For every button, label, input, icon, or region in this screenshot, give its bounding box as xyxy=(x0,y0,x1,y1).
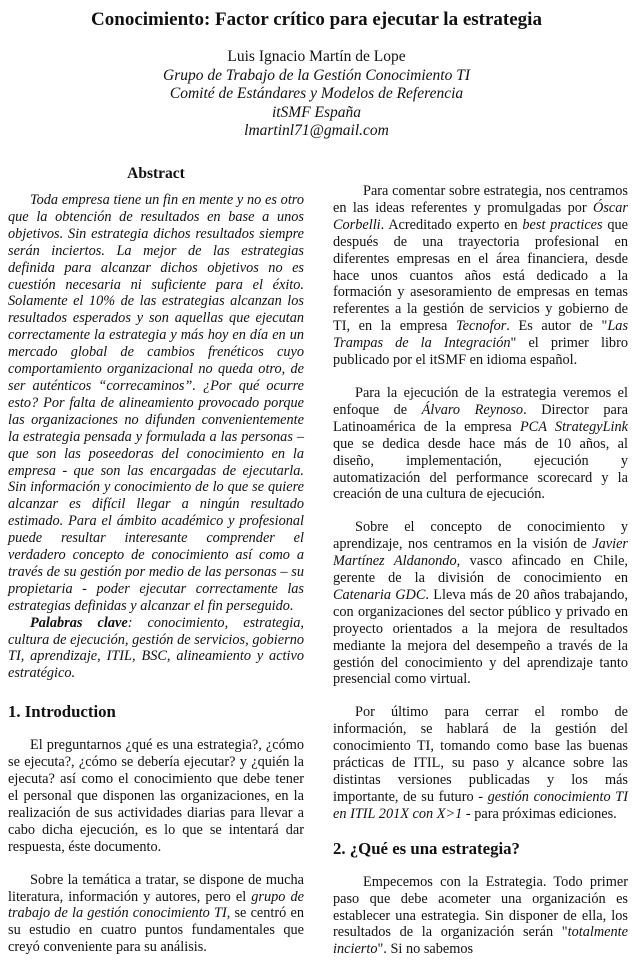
right-column xyxy=(333,183,628,974)
text-run: " el primer libro publicado por el itSMF en idioma español. xyxy=(333,335,628,369)
text-run: - para próximas ediciones. xyxy=(462,805,617,822)
author-block xyxy=(0,48,633,141)
emphasis: gestión conocimiento TI en ITIL 201X con X>1 xyxy=(333,788,628,822)
emphasis: PCA StrategyLink xyxy=(519,418,628,435)
text-run: ". Si no sabemos xyxy=(377,941,474,958)
text-run: Empecemos con la Estrategia. Todo primer paso que debe acometer una organización es establecer una estrategia. Sin disponer de ella, los resultados de la organización serán " xyxy=(333,873,628,941)
paper-title: Conocimiento: Factor crítico para ejecutar la estrategia xyxy=(91,9,542,30)
section-1-heading: 1. Introduction xyxy=(8,702,116,722)
emphasis: Tecnofor xyxy=(455,318,507,335)
text-run: que después de una trayectoria profesional en diferentes empresas en el área financiera, desde hace unos cuantos años está dedicado a la formación y asesoramiento de empresas en temas referentes a la gestión de servicios y gobierno de TI, en la empresa xyxy=(333,216,628,335)
text-run: . Acreditado experto en xyxy=(380,216,523,233)
abstract-heading: Abstract xyxy=(127,165,185,182)
author-name: Luis Ignacio Martín de Lope xyxy=(227,48,406,65)
emphasis: Las Trampas de la Integración xyxy=(333,318,629,352)
author-email: lmartinl71@gmail.com xyxy=(244,122,389,140)
intro-paragraph-2 xyxy=(8,872,304,957)
text-run: , se centró en su estudio en cuatro puntos fundamentales que creyó conveniente para su análisis. xyxy=(8,905,304,956)
emphasis: Álvaro Reynoso xyxy=(421,401,524,418)
text-run: Sobre el concepto de conocimiento y aprendizaje, nos centramos en la visión de xyxy=(333,519,628,553)
author-committee: Comité de Estándares y Modelos de Referencia xyxy=(169,85,464,103)
text-run: Sobre la temática a tratar, se dispone de mucha literatura, información y autores, pero el xyxy=(8,871,304,905)
intro-paragraph-3 xyxy=(333,183,628,369)
text-run: , vasco afincado en Chile, gerente de la división de conocimiento en xyxy=(333,553,628,587)
text-run: Por último para cerrar el rombo de información, se hablará de la gestión del conocimiento TI, tomando como base las buenas prácticas de ITIL, su paso y alcance sobre las distintas versiones publicadas y los más importante, de su futuro - xyxy=(333,704,628,805)
section-2-heading: 2. ¿Qué es una estrategia? xyxy=(333,838,520,858)
keywords-list: : conocimiento, estrategia, cultura de ejecución, gestión de servicios, gobierno TI, aprendizaje, ITIL, BSC, alineamiento y activo estratégico. xyxy=(8,614,304,682)
emphasis: Catenaria GDC xyxy=(333,586,426,603)
strategy-paragraph-1 xyxy=(333,874,628,959)
author-organization: itSMF España xyxy=(271,103,362,121)
text-run: que se dedica desde hace más de 10 años, al diseño, implementación, ejecución y automatización del performance scorecard y la creación de una cultura de ejecución. xyxy=(333,435,628,503)
emphasis: best practices xyxy=(522,216,603,233)
emphasis: Óscar Corbelli xyxy=(333,199,628,233)
left-column xyxy=(8,166,304,972)
text-run: Para comentar sobre estrategia, nos centramos en las ideas referentes y promulgadas por xyxy=(333,183,628,216)
keywords xyxy=(8,615,304,683)
intro-paragraph-5 xyxy=(333,519,628,688)
intro-paragraph-1: El preguntarnos ¿qué es una estrategia?, ¿cómo se ejecuta?, ¿cómo se debería ejecutar? y ¿quién la ejecuta? así como el conocimiento que debe tener el personal que disponen las organizaciones, en la realización de sus actividades diarias para llevar a cabo dicha ejecución, es lo que se intentará dar respuesta, éste documento. xyxy=(8,737,304,855)
emphasis: Javier Martínez Aldanondo xyxy=(333,536,628,570)
text-run: . Lleva más de 20 años trabajando, con organizaciones del sector público y privado en proyecto orientados a la mejora de resultados mediante la mejora del desempeño a través de la gestión del conocimiento y del aprendizaje tanto presencial como virtual. xyxy=(333,586,628,688)
text-run: . Director para Latinoamérica de la empresa xyxy=(333,401,628,435)
emphasis: totalmente incierto xyxy=(333,924,628,958)
text-run: Para la ejecución de la estrategia veremos el enfoque de xyxy=(333,384,628,418)
text-run: . Es autor de " xyxy=(506,318,608,335)
author-group: Grupo de Trabajo de la Gestión Conocimiento TI xyxy=(163,66,470,84)
abstract-text: Toda empresa tiene un fin en mente y no es otro que la obtención de resultados en base a unos objetivos. Sin estrategia dichos resultados siempre serán inciertos. La mejor de las estrategias definida para alcanzar dichos objetivos no es cuestión necesaria ni suficiente para el éxito. Solamente el 10% de las estrategias alcanzan los resultados esperados y son aquellas que ejecutan correctamente la estrategia y más hoy en día en un mercado global de cambios frenéticos cuyo comportamiento organizacional no queda otro, de ser auténticos “correcaminos”. ¿Por qué ocurre esto? Por falta de alineamiento provocado porque las organizaciones no difunden convenientemente la estrategia pensada y formulada a las personas – que son las poseedoras del conocimiento en la empresa - que son las encargadas de ejecutarla. Sin información y conocimiento de lo que se quiere alcanzar es difícil llegar a ningún resultado estimado. Para el ámbito académico y profesional puede resultar interesante comprender el verdadero concepto de conocimiento así como a través de su gestión por medio de las personas – su propietaria - poder ejecutar correctamente las estrategias definidas y alcanzar el fin perseguido. xyxy=(8,192,304,614)
intro-paragraph-6 xyxy=(333,704,628,822)
keywords-label: Palabras clave xyxy=(30,614,128,631)
intro-paragraph-4 xyxy=(333,385,628,503)
emphasis: grupo de trabajo de la gestión conocimiento TI xyxy=(8,888,304,922)
